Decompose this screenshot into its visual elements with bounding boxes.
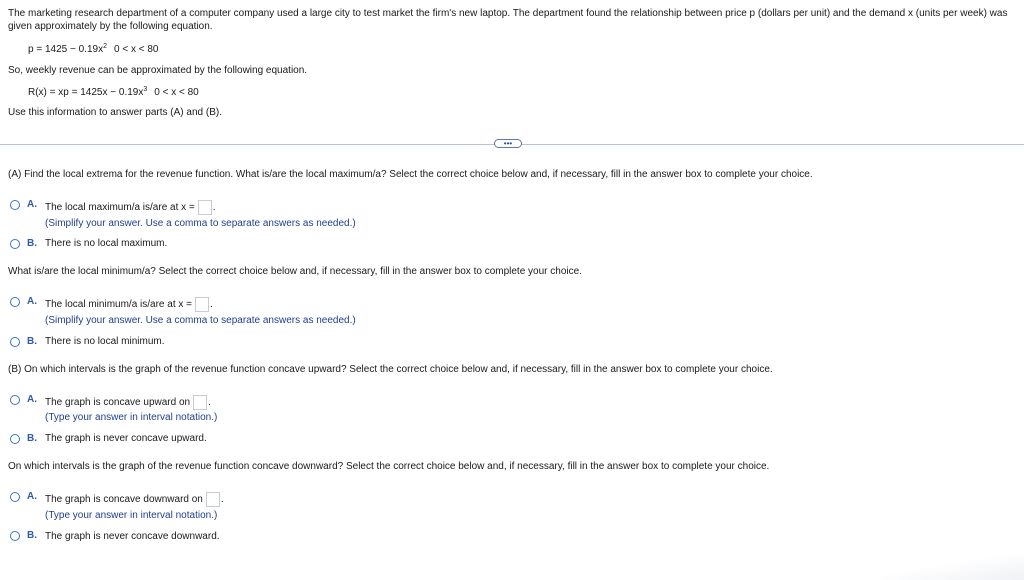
up-option-a-text: The graph is concave upward on . bbox=[45, 395, 211, 410]
max-option-b-text: There is no local maximum. bbox=[45, 238, 168, 249]
up-option-a-hint: (Type your answer in interval notation.) bbox=[45, 412, 218, 423]
radio-up-option-a[interactable] bbox=[10, 395, 20, 405]
min-option-b-text: There is no local minimum. bbox=[45, 336, 165, 347]
radio-up-option-b[interactable] bbox=[10, 434, 20, 444]
revenue-lead-text: So, weekly revenue can be approximated by the following equation. bbox=[8, 65, 308, 76]
option-letter: B. bbox=[27, 530, 37, 541]
option-letter: A. bbox=[27, 199, 37, 210]
max-option-a-hint: (Simplify your answer. Use a comma to separate answers as needed.) bbox=[45, 218, 356, 229]
down-option-a-hint: (Type your answer in interval notation.) bbox=[45, 510, 218, 521]
radio-min-option-b[interactable] bbox=[10, 337, 20, 347]
radio-down-option-a[interactable] bbox=[10, 492, 20, 502]
option-letter: A. bbox=[27, 296, 37, 307]
concave-down-answer-input[interactable] bbox=[206, 492, 220, 507]
min-answer-input[interactable] bbox=[195, 297, 209, 312]
up-option-b-text: The graph is never concave upward. bbox=[45, 433, 207, 444]
price-equation: $p = 1425 - 0.19x^2$ 0 < x < 80 bbox=[28, 43, 159, 55]
down-option-a-text: The graph is concave downward on . bbox=[45, 492, 224, 507]
max-answer-input[interactable] bbox=[198, 200, 212, 215]
max-option-a-text: The local maximum/a is/are at x = . bbox=[45, 200, 216, 215]
problem-statement: The marketing research department of a computer company used a large city to test market the firm's new laptop. The department found the relationship between price p (dollars per unit) and the demand x (units per week) was given approximately by the following equation. bbox=[8, 8, 1008, 32]
question-concave-upward: (B) On which intervals is the graph of the revenue function concave upward? Select the correct choice below and, if necessary, fill in the answer box to complete your choice. bbox=[8, 364, 773, 375]
min-option-a-hint: (Simplify your answer. Use a comma to separate answers as needed.) bbox=[45, 315, 356, 326]
option-letter: B. bbox=[27, 238, 37, 249]
option-letter: A. bbox=[27, 394, 37, 405]
min-option-a-text: The local minimum/a is/are at x = . bbox=[45, 297, 213, 312]
use-info-text: Use this information to answer parts (A) and (B). bbox=[8, 107, 222, 118]
option-letter: B. bbox=[27, 433, 37, 444]
radio-max-option-a[interactable] bbox=[10, 200, 20, 210]
concave-up-answer-input[interactable] bbox=[193, 395, 207, 410]
option-letter: A. bbox=[27, 491, 37, 502]
question-local-maximum: (A) Find the local extrema for the revenue function. What is/are the local maximum/a? Select the correct choice below and, if necessary, fill in the answer box to complete your choice. bbox=[8, 169, 813, 180]
revenue-equation: R(x) = xp = $1425x - 0.19x^3$ 0 < x < 80 bbox=[28, 86, 199, 98]
expand-more-button[interactable]: ••• bbox=[494, 139, 522, 148]
corner-shadow bbox=[880, 555, 1024, 580]
radio-min-option-a[interactable] bbox=[10, 297, 20, 307]
radio-down-option-b[interactable] bbox=[10, 531, 20, 541]
question-concave-downward: On which intervals is the graph of the revenue function concave downward? Select the correct choice below and, if necessary, fill in the answer box to complete your choice. bbox=[8, 461, 770, 472]
question-local-minimum: What is/are the local minimum/a? Select the correct choice below and, if necessary, fill in the answer box to complete your choice. bbox=[8, 266, 582, 277]
radio-max-option-b[interactable] bbox=[10, 239, 20, 249]
down-option-b-text: The graph is never concave downward. bbox=[45, 531, 220, 542]
option-letter: B. bbox=[27, 336, 37, 347]
